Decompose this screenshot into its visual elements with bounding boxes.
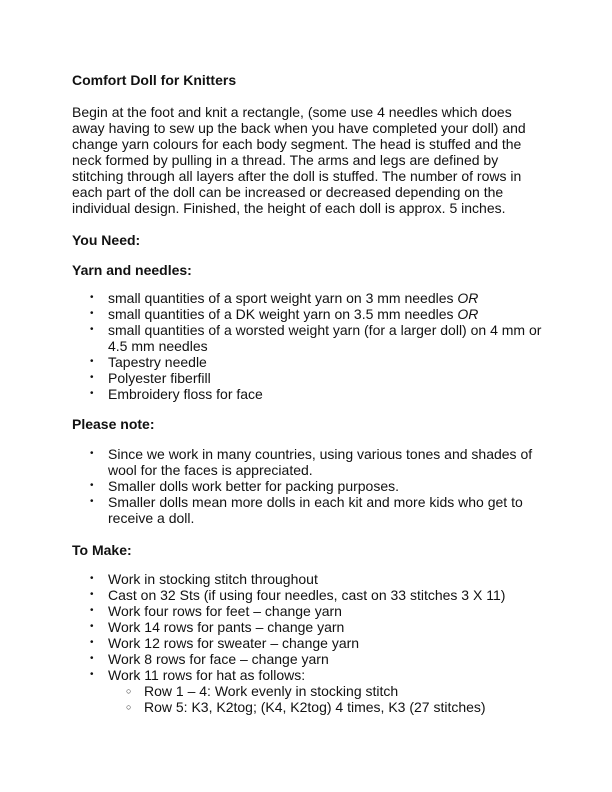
bullet-icon: • [90, 324, 94, 335]
list-item [72, 370, 542, 386]
sub-list-item-text: Row 5: K3, K2tog; (K4, K2tog) 4 times, K3 (27 stitches) [144, 699, 486, 715]
list-item [72, 290, 542, 306]
bullet-icon: • [90, 605, 94, 616]
list-item [72, 571, 542, 587]
list-item [72, 635, 542, 651]
list-item-text: small quantities of a sport weight yarn on 3 mm needles [108, 290, 454, 306]
bullet-icon: • [90, 372, 94, 383]
list-item-text: Since we work in many countries, using various tones and shades of wool for the faces is appreciated. [108, 446, 533, 478]
make-heading: To Make: [72, 542, 132, 558]
hollow-bullet-icon: ○ [126, 686, 132, 696]
page-title: Comfort Doll for Knitters [72, 72, 237, 88]
list-item-text: Work in stocking stitch throughout [108, 571, 318, 587]
list-item-text: Tapestry needle [108, 354, 207, 370]
bullet-icon: • [90, 637, 94, 648]
list-item-text: Smaller dolls work better for packing purposes. [108, 478, 400, 494]
list-item-text: Cast on 32 Sts (if using four needles, cast on 33 stitches 3 X 11) [108, 587, 506, 603]
intro-paragraph: Begin at the foot and knit a rectangle, (some use 4 needles which does away having to sew up the back when you have completed your doll) and change yarn colours for each body segment. The head is stuffed and the neck formed by pulling in a thread. The arms and legs are defined by stitching through all layers after the doll is stuffed. The number of rows in each part of the doll can be increased or decreased depending on the individual design. Finished, the height of each doll is approx. 5 inches. [72, 104, 526, 216]
bullet-icon: • [90, 496, 94, 507]
hollow-bullet-icon: ○ [126, 702, 132, 712]
list-item [72, 322, 542, 354]
list-item-text: Work 12 rows for sweater – change yarn [108, 635, 360, 651]
list-item [72, 603, 542, 619]
list-item [72, 494, 542, 526]
bullet-icon: • [90, 292, 94, 303]
list-item-emphasis: OR [457, 306, 479, 322]
bullet-icon: • [90, 589, 94, 600]
hat-rows-list [108, 683, 542, 715]
bullet-icon: • [90, 669, 94, 680]
make-list [72, 571, 542, 715]
you-need-heading: You Need: [72, 232, 141, 248]
yarn-heading: Yarn and needles: [72, 262, 192, 278]
list-item [72, 587, 542, 603]
list-item [72, 651, 542, 667]
list-item [72, 478, 542, 494]
list-item-text: Embroidery floss for face [108, 386, 263, 402]
bullet-icon: • [90, 653, 94, 664]
bullet-icon: • [90, 388, 94, 399]
list-item [72, 386, 542, 402]
list-item-text: Polyester fiberfill [108, 370, 211, 386]
note-list [72, 446, 542, 526]
note-heading: Please note: [72, 416, 155, 432]
list-item [72, 306, 542, 322]
list-item-text: Work 14 rows for pants – change yarn [108, 619, 345, 635]
bullet-icon: • [90, 621, 94, 632]
list-item-text: small quantities of a DK weight yarn on 3.5 mm needles [108, 306, 454, 322]
bullet-icon: • [90, 448, 94, 459]
list-item-emphasis: OR [457, 290, 479, 306]
list-item [72, 619, 542, 635]
list-item-text: Work 8 rows for face – change yarn [108, 651, 329, 667]
list-item-text: Work 11 rows for hat as follows: [108, 667, 306, 683]
list-item [72, 667, 542, 715]
sub-list-item-text: Row 1 – 4: Work evenly in stocking stitch [144, 683, 399, 699]
bullet-icon: • [90, 308, 94, 319]
bullet-icon: • [90, 356, 94, 367]
bullet-icon: • [90, 573, 94, 584]
list-item [72, 354, 542, 370]
list-item [72, 446, 542, 478]
list-item-text: small quantities of a worsted weight yarn (for a larger doll) on 4 mm or 4.5 mm needles [108, 322, 542, 354]
sub-list-item [108, 699, 542, 715]
bullet-icon: • [90, 480, 94, 491]
list-item-text: Work four rows for feet – change yarn [108, 603, 342, 619]
yarn-list [72, 290, 542, 402]
list-item-text: Smaller dolls mean more dolls in each kit and more kids who get to receive a doll. [108, 494, 523, 526]
sub-list-item [108, 683, 542, 699]
